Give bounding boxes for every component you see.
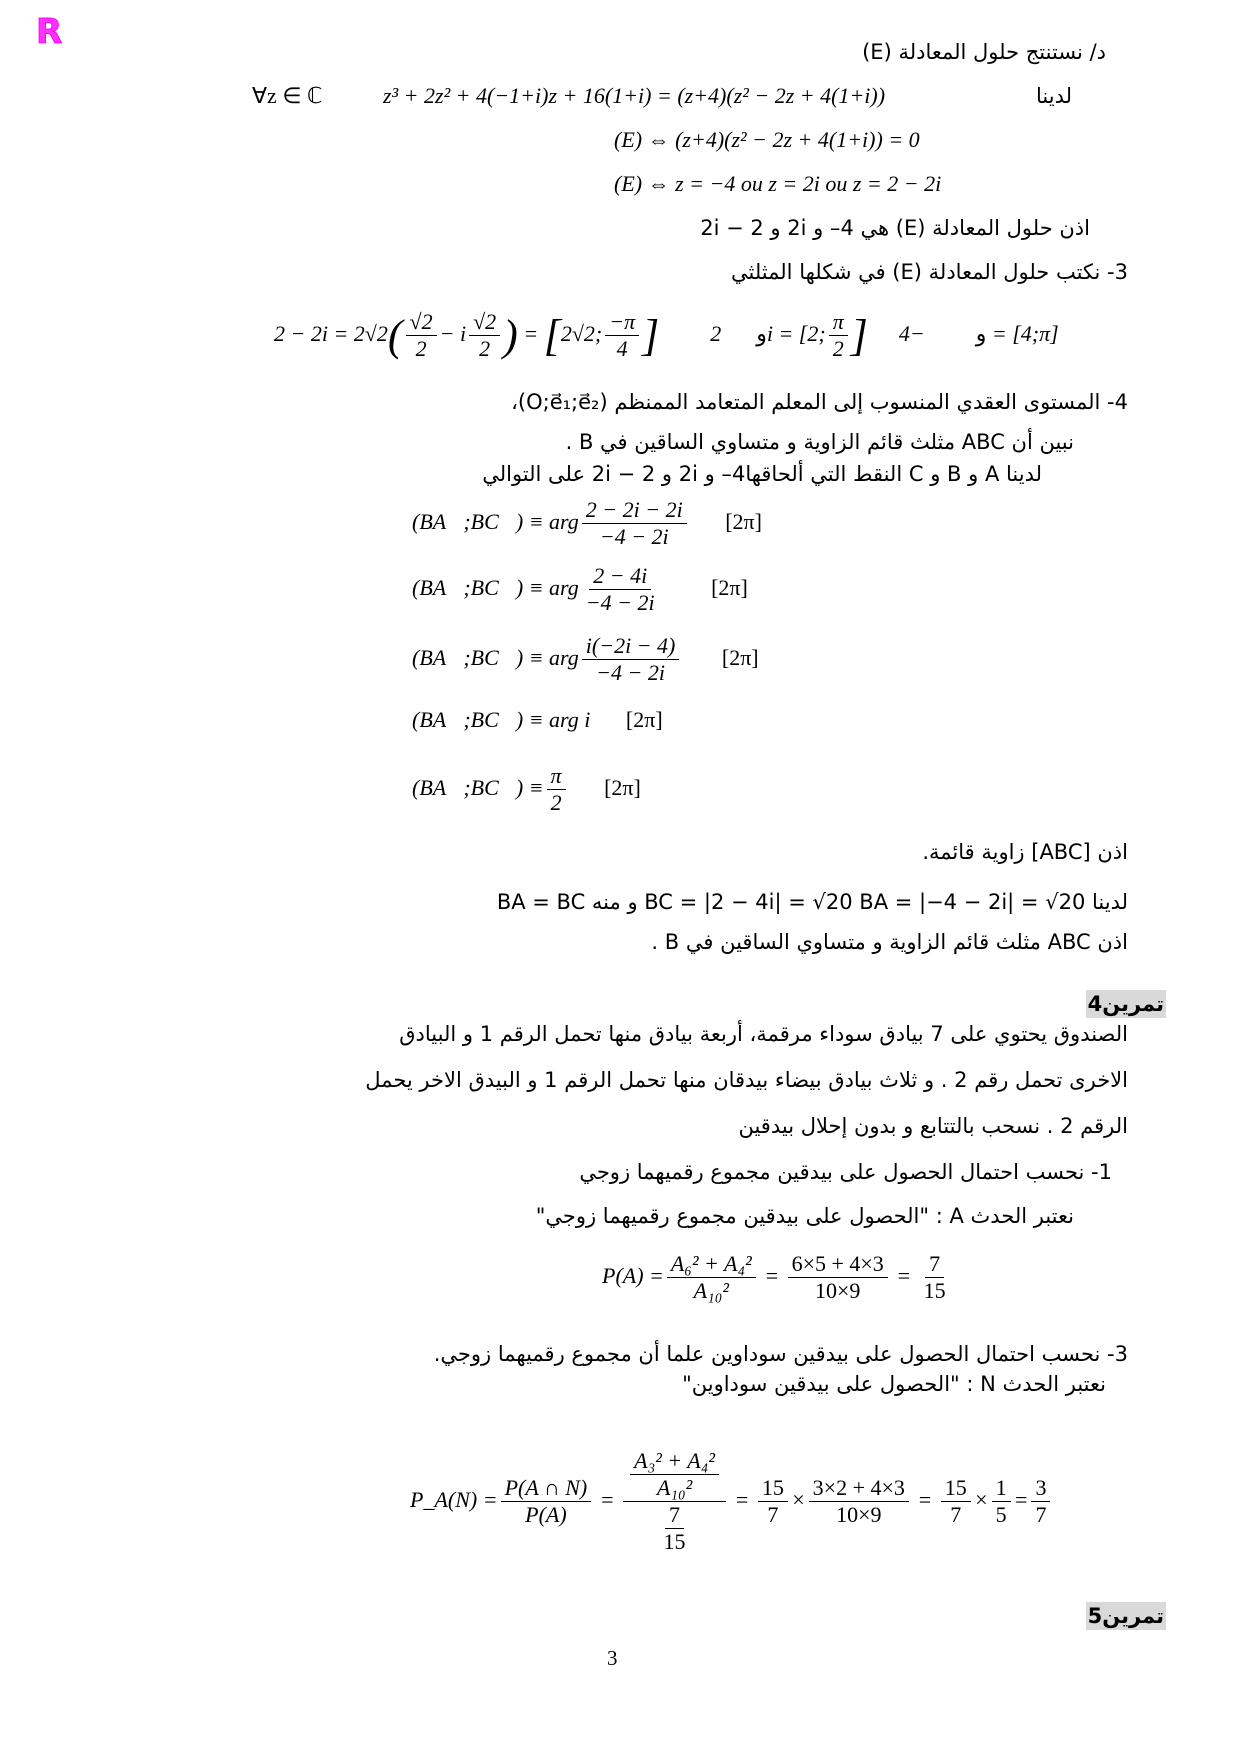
given-line: لدينا A و B و C النقط التي ألحاقها4– و 2i و 2 − 2i على التوالي <box>482 462 1042 486</box>
prob-a-formula: P(A) = $\frac{\text{A₆² + A₄²}}{\text{A₁₀²}}$ = $\frac{6\times 5 + 4\times 3}{10\times 9}$ = $\frac{7}{15}$ <box>602 1251 946 1304</box>
frac-pi-over-2: $\frac{\pi}{2}$ <box>829 309 848 362</box>
section-4-heading: 4- المستوى العقدي المنسوب إلى المعلم المتعامد الممنظم (O;e⃗₁;e⃗₂)، <box>511 390 1128 414</box>
compound-fraction: $\frac{\frac{\text{A₃² + A₄²}}{\text{A₁₀²}}}{\frac{7}{15}}$ <box>623 1448 726 1555</box>
trig-form-line: 2 − 2i = 2√2( $\frac{√2}{2}$ − i $\frac{√2}{2}$ ) = [2√2; $\frac{-\pi}{4}$ ] و 2i = [2; $\frac{\pi}{2}$ ] و −4 = [4;π] <box>274 309 1059 362</box>
page-number: 3 <box>607 1646 618 1670</box>
frac-minus-pi-over-4: $\frac{-\pi}{4}$ <box>605 309 639 362</box>
event-a: نعتبر الحدث A : "الحصول على بيدقين مجموع رقميهما زوجي" <box>535 1204 1074 1228</box>
arg-line-2: (BA⃗;BC⃗) ≡ arg $\frac{2 - 4i}{-4 - 2i}$ [2π] <box>412 563 748 616</box>
label-we-have: لدينا <box>1035 84 1072 108</box>
forall-z: ∀z ∈ ℂ <box>252 83 323 108</box>
exercise-4-p3: الرقم 2 . نسحب بالتتابع و بدون إحلال بيدقين <box>738 1114 1128 1138</box>
arg-line-4: (BA⃗;BC⃗) ≡ arg i [2π] <box>412 707 663 732</box>
exercise-4-p2: الاخرى تحمل رقم 2 . و ثلاث بيادق بيضاء بيدقان منها تحمل الرقم 1 و البيدق الاخر يحمل <box>365 1068 1128 1092</box>
conditional-prob-formula: P_A(N) = $\frac{P(A \cap N)}{P(A)}$ = $\frac{\frac{\text{A₃² + A₄²}}{\text{A₁₀²}}}{\frac{7}{15}}$ = $\frac{15}{7}$ × $\frac{3\times 2 + 4\times 3}{10\times 9}$ = $\frac{15}{7}$ × $\frac{1}{5}$ = $\frac{3}{7}$ <box>410 1430 1053 1580</box>
frac-sqrt2-over-2-b: $\frac{√2}{2}$ <box>469 309 500 362</box>
solutions-line: اذن حلول المعادلة (E) هي 4– و 2i و 2 − 2i <box>700 216 1090 240</box>
event-n: نعتبر الحدث N : "الحصول على بيدقين سوداوين" <box>682 1372 1106 1396</box>
moduli-line: لدينا BC = |2 − 4i| = √20 BA = |−4 − 2i| = √20 و منه BA = BC <box>496 890 1128 914</box>
arg-line-3: (BA⃗;BC⃗) ≡ arg $\frac{i(-2i - 4)}{-4 - 2i}$ [2π] <box>412 633 759 686</box>
question-3: 3- نحسب احتمال الحصول على بيدقين سوداوين علما أن مجموع رقميهما زوجي. <box>433 1342 1128 1366</box>
trig-a-lhs: 2 − 2i = 2√2 <box>274 321 388 346</box>
section-3-heading: 3- نكتب حلول المعادلة (E) في شكلها المثلثي <box>731 260 1128 284</box>
equiv-line-2: (E) ⇔ z = −4 ou z = 2i ou z = 2 − 2i <box>614 171 942 196</box>
exercise-5-title: تمرين5 <box>1087 1604 1164 1628</box>
exercise-4-p1: الصندوق يحتوي على 7 بيادق سوداء مرقمة، أربعة بيادق منها تحمل الرقم 1 و البيادق <box>399 1022 1128 1046</box>
frac-sqrt2-over-2-a: $\frac{√2}{2}$ <box>406 309 437 362</box>
claim-line: نبين أن ABC مثلث قائم الزاوية و متساوي الساقين في B . <box>565 430 1074 454</box>
right-angle-line: اذن [ABC] زاوية قائمة. <box>922 840 1128 864</box>
arg-line-5: (BA⃗;BC⃗) ≡ $\frac{\pi}{2}$ [2π] <box>412 763 641 816</box>
exercise-4-title: تمرين4 <box>1087 992 1164 1016</box>
factorization: z³ + 2z² + 4(−1+i)z + 16(1+i) = (z+4)(z² − 2z + 4(1+i)) <box>383 83 886 108</box>
logo-r: R <box>36 12 63 52</box>
question-1: 1- نحسب احتمال الحصول على بيدقين مجموع رقميهما زوجي <box>579 1160 1112 1184</box>
line-d-heading: د/ نستنتج حلول المعادلة (E) <box>862 40 1106 64</box>
arg-line-1: (BA⃗;BC⃗) ≡ arg $\frac{2 - 2i - 2i}{-4 - 2i}$ [2π] <box>412 497 762 550</box>
conclusion-line: اذن ABC مثلث قائم الزاوية و متساوي الساقين في B . <box>651 930 1128 954</box>
equiv-line-1: (E) ⇔ (z+4)(z² − 2z + 4(1+i)) = 0 <box>614 127 920 152</box>
